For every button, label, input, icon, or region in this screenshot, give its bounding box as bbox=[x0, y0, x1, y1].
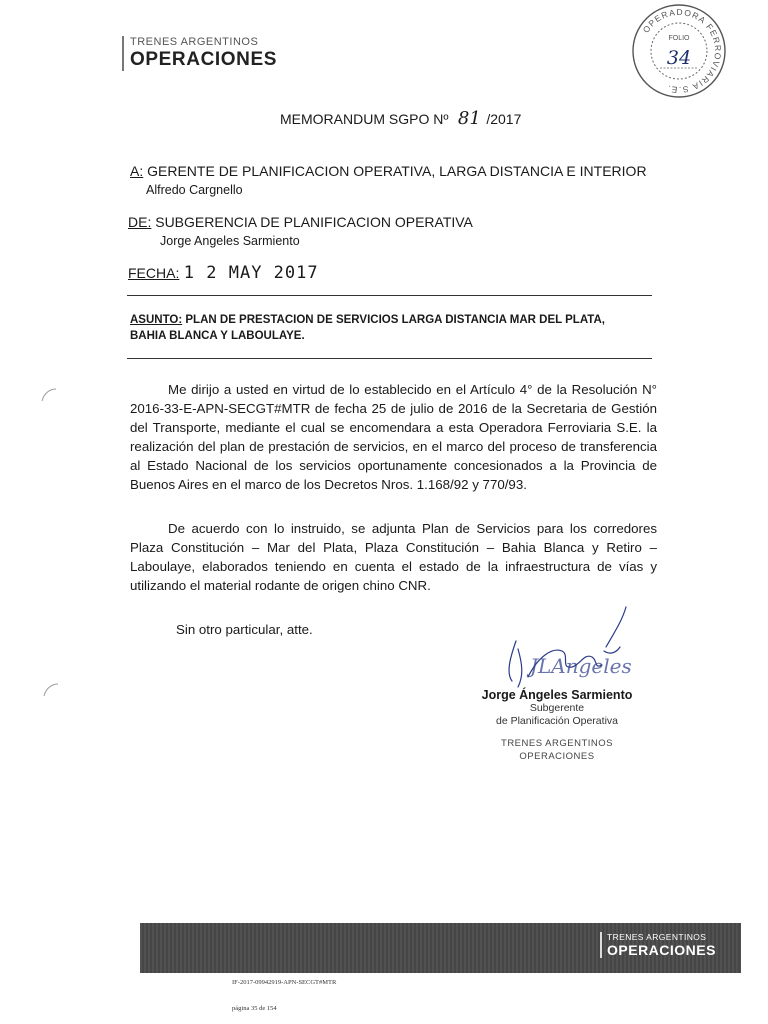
footer-logo bbox=[600, 932, 716, 958]
closing-text: Sin otro particular, atte. bbox=[176, 622, 313, 637]
date-label: FECHA: bbox=[128, 265, 180, 281]
signer-org-2: OPERACIONES bbox=[519, 751, 595, 762]
divider-1 bbox=[127, 295, 652, 296]
date-stamp: 1 2 MAY 2017 bbox=[183, 263, 319, 283]
header-org-line1: TRENES ARGENTINOS bbox=[130, 36, 259, 48]
body-paragraph-2: De acuerdo con lo instruido, se adjunta Plan de Servicios para los corredores Plaza Constitución – Mar del Plata, Plaza Constitución – Bahia Blanca y Retiro – Laboulaye, elaborados teniendo en cuenta el estado de la infraestructura de vías y utilizando el material rodante de origen chino CNR. bbox=[130, 521, 657, 593]
signer-name: Jorge Ángeles Sarmiento bbox=[481, 688, 633, 702]
punch-hole-mark-lower bbox=[40, 680, 62, 702]
punch-hole-mark-upper bbox=[38, 385, 60, 407]
signature-scrawl: JLAngeles bbox=[530, 654, 632, 678]
to-label: A: bbox=[130, 163, 144, 179]
to-line bbox=[130, 163, 647, 179]
date-line bbox=[128, 263, 319, 283]
header-org-line2: OPERACIONES bbox=[130, 49, 278, 70]
signer-org-1: TRENES ARGENTINOS bbox=[501, 738, 613, 749]
footer-org-line2: OPERACIONES bbox=[607, 942, 716, 958]
to-name: Alfredo Cargnello bbox=[146, 183, 243, 197]
memo-prefix: MEMORANDUM SGPO Nº bbox=[280, 111, 449, 127]
from-title: SUBGERENCIA DE PLANIFICACION OPERATIVA bbox=[155, 214, 473, 230]
memo-year: /2017 bbox=[486, 111, 522, 127]
signer-role-2: de Planificación Operativa bbox=[496, 715, 618, 727]
handwritten-signature bbox=[488, 603, 638, 693]
subject-text: PLAN DE PRESTACION DE SERVICIOS LARGA DISTANCIA MAR DEL PLATA, BAHIA BLANCA Y LABOULAYE. bbox=[130, 314, 605, 342]
divider-2 bbox=[127, 358, 652, 359]
from-line bbox=[128, 214, 473, 230]
from-label: DE: bbox=[128, 214, 152, 230]
memo-number: 81 bbox=[457, 108, 481, 129]
signature-block bbox=[462, 688, 652, 763]
footer-doc-id: IF-2017-09942919-APN-SECGT#MTR bbox=[232, 979, 337, 986]
body-paragraph-1: Me dirijo a usted en virtud de lo establecido en el Artículo 4° de la Resolución N° 2016-33-E-APN-SECGT#MTR de fecha 25 de julio de 2016 de la Secretaria de Gestión del Transporte, mediante el cual se encomendara a esta Operadora Ferroviaria S.E. la realización del plan de prestación de servicios, en el marco del proceso de transferencia al Estado Nacional de los servicios oportunamente concesionados a la Provincia de Buenos Aires en el marco de los Decretos Nros. 1.168/92 y 770/93. bbox=[130, 382, 657, 492]
stamp-folio-number: 34 bbox=[666, 47, 692, 69]
footer-page-number: página 35 de 154 bbox=[232, 1005, 277, 1012]
footer-org-line1: TRENES ARGENTINOS bbox=[607, 932, 707, 942]
to-title: GERENTE DE PLANIFICACION OPERATIVA, LARGA DISTANCIA E INTERIOR bbox=[147, 163, 647, 179]
subject bbox=[130, 312, 640, 344]
subject-label: ASUNTO: bbox=[130, 314, 183, 326]
header-logo bbox=[122, 36, 277, 71]
signer-role-1: Subgerente bbox=[529, 702, 585, 714]
folio-stamp bbox=[630, 2, 728, 100]
stamp-ring-text: OPERADORA FERROVIARIA S.E. bbox=[640, 6, 724, 96]
stamp-folio-label: FOLIO bbox=[668, 35, 690, 42]
memo-title bbox=[280, 108, 521, 129]
from-name: Jorge Angeles Sarmiento bbox=[160, 234, 300, 248]
